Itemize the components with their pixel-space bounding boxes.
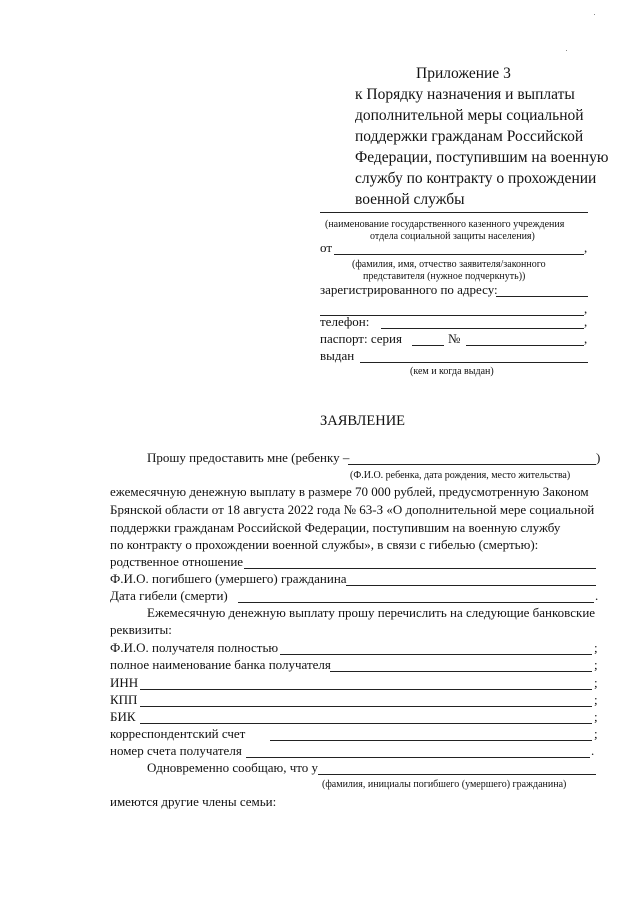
appendix-line: военной службы: [355, 191, 465, 208]
bank-field-label: БИК: [110, 709, 136, 724]
deceased-initials-field[interactable]: [318, 774, 596, 775]
punct: ,: [584, 301, 588, 316]
bank-field-label: Ф.И.О. получателя полностью: [110, 640, 279, 655]
institution-caption: (наименование государственного казенного учреждения: [325, 219, 565, 230]
institution-caption: отдела социальной защиты населения): [370, 231, 535, 242]
punct: ;: [594, 657, 598, 672]
family-caption: (фамилия, инициалы погибшего (умершего) гражданина): [322, 779, 567, 790]
scan-speck: [594, 14, 595, 15]
applicant-caption: представителя (нужное подчеркнуть)): [363, 271, 526, 282]
bank-field-label: полное наименование банка получателя: [110, 657, 331, 672]
passport-number-field[interactable]: [466, 345, 584, 346]
punct: ;: [594, 675, 598, 690]
issued-field[interactable]: [360, 362, 588, 363]
bik-field[interactable]: [140, 723, 592, 724]
bank-field-label: ИНН: [110, 675, 139, 690]
bank-intro: реквизиты:: [110, 622, 172, 637]
statement-body-line: ежемесячную денежную выплату в размере 70 000 рублей, предусмотренную Законом: [110, 484, 589, 499]
appendix-line: к Порядку назначения и выплаты: [355, 86, 575, 103]
passport-series-field[interactable]: [412, 345, 444, 346]
bank-field-label: КПП: [110, 692, 138, 707]
family-prefix: Одновременно сообщаю, что у: [147, 760, 319, 775]
death-date-field[interactable]: [238, 602, 594, 603]
deceased-label: Ф.И.О. погибшего (умершего) гражданина: [110, 571, 347, 586]
applicant-caption: (фамилия, имя, отчество заявителя/законного: [352, 259, 546, 270]
punct: ): [596, 450, 601, 465]
statement-body-line: поддержки гражданам Российской Федерации, поступившим на военную службу: [110, 520, 561, 535]
punct: .: [595, 588, 599, 603]
bank-field-label: номер счета получателя: [110, 743, 242, 758]
statement-title: ЗАЯВЛЕНИЕ: [320, 413, 406, 429]
punct: .: [591, 743, 595, 758]
punct: ,: [584, 314, 588, 329]
punct: ;: [594, 640, 598, 655]
family-end: имеются другие члены семьи:: [110, 794, 277, 809]
issued-label: выдан: [320, 348, 355, 363]
statement-body-line: по контракту о прохождении военной службы», в связи с гибелью (смертью):: [110, 537, 539, 552]
child-field[interactable]: [348, 464, 596, 465]
punct: ,: [584, 240, 588, 255]
recipient-name-field[interactable]: [280, 654, 592, 655]
punct: ;: [594, 692, 598, 707]
phone-label: телефон:: [320, 314, 370, 329]
punct: ;: [594, 709, 598, 724]
bank-name-field[interactable]: [330, 671, 592, 672]
child-caption: (Ф.И.О. ребенка, дата рождения, место жительства): [350, 470, 571, 481]
punct: ;: [594, 726, 598, 741]
from-label: от: [320, 240, 333, 255]
bank-intro: Ежемесячную денежную выплату прошу перечислить на следующие банковские: [147, 605, 596, 620]
applicant-field[interactable]: [334, 254, 584, 255]
scan-speck: [566, 50, 567, 51]
appendix-line: службу по контракту о прохождении: [355, 170, 597, 187]
corr-account-field[interactable]: [270, 740, 592, 741]
passport-number-label: №: [448, 331, 461, 346]
statement-body-line: Брянской области от 18 августа 2022 года № 63-З «О дополнительной мере социальной: [110, 502, 595, 517]
issued-caption: (кем и когда выдан): [410, 366, 494, 377]
relation-field[interactable]: [244, 568, 596, 569]
passport-series-label: паспорт: серия: [320, 331, 402, 346]
inn-field[interactable]: [140, 689, 592, 690]
phone-field[interactable]: [381, 328, 584, 329]
address-field[interactable]: [496, 296, 588, 297]
account-number-field[interactable]: [246, 757, 590, 758]
address-label: зарегистрированного по адресу:: [320, 282, 498, 297]
appendix-line: поддержки гражданам Российской: [355, 128, 584, 145]
kpp-field[interactable]: [140, 706, 592, 707]
appendix-title: Приложение 3: [416, 65, 511, 82]
institution-field[interactable]: [320, 212, 588, 213]
appendix-line: дополнительной меры социальной: [355, 107, 584, 124]
deceased-field[interactable]: [346, 585, 596, 586]
death-date-label: Дата гибели (смерти): [110, 588, 228, 603]
appendix-line: Федерации, поступившим на военную: [355, 149, 609, 166]
bank-field-label: корреспондентский счет: [110, 726, 246, 741]
punct: ,: [584, 331, 588, 346]
request-prefix: Прошу предоставить мне (ребенку –: [147, 450, 350, 465]
relation-label: родственное отношение: [110, 554, 244, 569]
